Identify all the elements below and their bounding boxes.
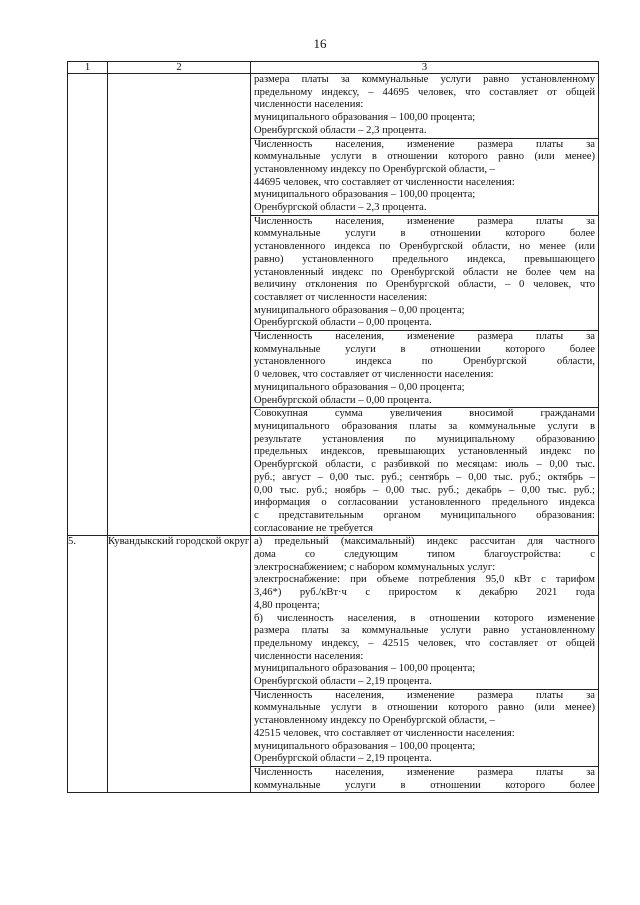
text-line: равно) установленного предельного индекса, превышающего [254,253,595,265]
text-line: руб.; август – 0,00 тыс. руб.; сентябрь – 0,00 тыс. руб.; октябрь – [254,471,595,483]
content-block [251,689,598,766]
text-line: муниципального образования платы за коммунальные услуги в [254,420,595,432]
text-line: установленному индексу по Оренбургской области, – [254,163,495,175]
content-block [251,74,598,138]
text-line: коммунальные услуги в отношении которого более [254,779,595,791]
text-line: Численность населения, изменение размера платы за [254,689,595,701]
text-line: муниципального образования – 100,00 процента; [254,189,476,201]
document-table [67,61,599,793]
municipality-name [108,74,251,536]
text-line: Численность населения, изменение размера платы за [254,331,595,343]
text-line: установленного индекса по Оренбургской области, но менее (или [254,241,595,253]
text-line: муниципального образования – 0,00 процента; [254,304,465,316]
text-line: Оренбургской области, с разбивкой по месяцам: июль – 0,00 тыс. [254,459,595,471]
text-line: 44695 человек, что составляет от численности населения: [254,176,515,188]
text-line: коммунальные услуги в отношении которого равно (или менее) [254,151,595,163]
text-line: с представительным органом муниципального образования: [254,509,595,521]
text-line: численности населения: [254,650,364,662]
text-line: 42515 человек, что составляет от численности населения: [254,727,515,739]
content-block [251,330,598,407]
row-content [251,536,599,793]
text-line: муниципального образования – 100,00 процента; [254,663,476,675]
text-line: Оренбургской области – 0,00 процента. [254,394,432,406]
text-line: коммунальные услуги в отношении которого более [254,343,595,355]
text-line: информация о согласовании установленного предельного индекса [254,497,595,509]
header-cell-1: 1 [68,62,108,74]
text-line: электроснабжение: при объеме потребления 95,0 кВт с тарифом [254,574,595,586]
text-line: установленного индекса по Оренбургской области, [254,356,595,368]
text-line: 0,00 тыс. руб.; ноябрь – 0,00 тыс. руб.; декабрь – 0,00 тыс. руб.; [254,484,595,496]
text-line: б) численность населения, в отношении которого изменение [254,612,595,624]
header-cell-2: 2 [108,62,251,74]
table-row [68,74,599,536]
text-line: предельному индексу, – 44695 человек, что составляет от общей [254,86,595,98]
text-line: муниципального образования – 0,00 процента; [254,381,465,393]
text-line: составляет от численности населения: [254,291,428,303]
text-line: величину отклонения по Оренбургской области, – 0 человек, что [254,279,595,291]
text-line: 3,46*) руб./кВт·ч с приростом к декабрю 2021 года [254,587,595,599]
text-line: коммунальные услуги в отношении которого более [254,228,595,240]
header-cell-3: 3 [251,62,599,74]
text-line: предельных индексов, превышающих установленный индекс по [254,446,595,458]
text-line: Численность населения, изменение размера платы за [254,766,595,778]
text-line: коммунальные услуги в отношении которого равно (или менее) [254,702,595,714]
table-row [68,536,599,793]
text-line: установленному индексу по Оренбургской области, – [254,715,495,727]
text-line: муниципального образования – 100,00 процента; [254,740,476,752]
text-line: размера платы за коммунальные услуги равно установленному [254,625,595,637]
text-line: численности населения: [254,99,364,111]
content-block [251,138,598,215]
content-block [251,766,598,792]
text-line: Оренбургской области – 2,19 процента. [254,753,432,765]
text-line: Оренбургской области – 2,3 процента. [254,124,427,136]
text-line: Численность населения, изменение размера платы за [254,138,595,150]
text-line: результате установления по муниципальному образованию [254,433,595,445]
content-block [251,536,598,688]
row-content [251,74,599,536]
table-header-row [68,62,599,74]
text-line: муниципального образования – 100,00 процента; [254,112,476,124]
text-line: а) предельный (максимальный) индекс рассчитан для частного [254,536,595,548]
content-block [251,215,598,330]
text-line: Оренбургской области – 0,00 процента. [254,317,432,329]
text-line: дома со следующим типом благоустройства: с [254,549,595,561]
municipality-name: Кувандыкский городской округ [108,536,251,793]
text-line: 0 человек, что составляет от численности населения: [254,369,494,381]
text-line: согласование не требуется [254,522,374,534]
text-line: Оренбургской области – 2,19 процента. [254,676,432,688]
row-number [68,74,108,536]
text-line: размера платы за коммунальные услуги равно установленному [254,74,595,85]
text-line: Совокупная сумма увеличения вносимой гражданами [254,408,595,420]
text-line: Оренбургской области – 2,3 процента. [254,202,427,214]
text-line: 4,80 процента; [254,599,320,611]
row-number: 5. [68,536,108,793]
text-line: установленный индекс по Оренбургской области не более чем на [254,266,595,278]
text-line: электроснабжением; с набором коммунальных услуг: [254,561,496,573]
text-line: Численность населения, изменение размера платы за [254,215,595,227]
page-number: 16 [313,36,327,51]
text-line: предельному индексу, – 42515 человек, что составляет от общей [254,637,595,649]
content-block [251,407,598,535]
